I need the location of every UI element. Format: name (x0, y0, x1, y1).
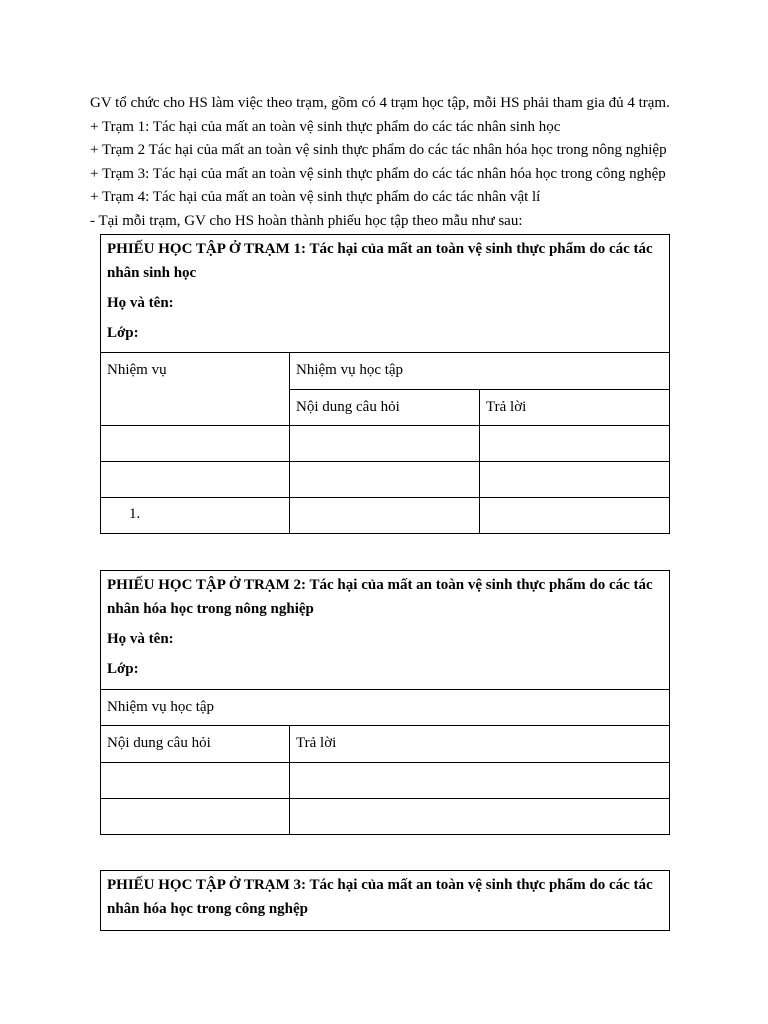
class-label: Lớp: (107, 661, 139, 677)
worksheet-title: PHIẾU HỌC TẬP Ở TRẠM 3: Tác hại của mất an toàn vệ sinh thực phẩm do các tác nhân hóa học trong công nghệp (107, 877, 653, 917)
empty-cell (290, 462, 480, 498)
numbered-cell (101, 498, 290, 534)
class-label: Lớp: (107, 325, 139, 341)
task-column-header: Nhiệm vụ (101, 353, 290, 426)
table-row (101, 763, 670, 799)
answer-column-header: Trả lời (480, 390, 670, 426)
learning-task-header: Nhiệm vụ học tập (290, 353, 670, 390)
question-column-header: Nội dung câu hỏi (290, 390, 480, 426)
empty-cell (101, 763, 290, 799)
empty-cell (480, 498, 670, 534)
empty-cell (101, 426, 290, 462)
worksheet-header (101, 571, 670, 690)
empty-cell (480, 462, 670, 498)
empty-cell (101, 462, 290, 498)
intro-text (90, 93, 710, 234)
question-column-header: Nội dung câu hỏi (101, 726, 290, 763)
intro-line: - Tại mỗi trạm, GV cho HS hoàn thành phiếu học tập theo mẫu như sau: (90, 212, 523, 229)
intro-line: + Trạm 4: Tác hại của mất an toàn vệ sinh thực phẩm do các tác nhân vật lí (90, 189, 541, 205)
table-row (101, 426, 670, 462)
intro-line: + Trạm 1: Tác hại của mất an toàn vệ sinh thực phẩm do các tác nhân sinh học (90, 118, 561, 135)
intro-line: GV tổ chức cho HS làm việc theo trạm, gồm có 4 trạm học tập, mỗi HS phải tham gia đủ 4 trạm. (90, 95, 670, 111)
empty-cell (290, 763, 670, 799)
empty-cell (290, 498, 480, 534)
row-number: 1. (129, 506, 141, 522)
worksheet-station-3 (100, 870, 670, 931)
empty-cell (101, 799, 290, 835)
empty-cell (290, 799, 670, 835)
table-row (101, 799, 670, 835)
worksheet-station-2 (100, 570, 670, 835)
worksheet-header (101, 235, 670, 353)
name-label: Họ và tên: (107, 631, 174, 647)
table-row (101, 498, 670, 534)
worksheet-title: PHIẾU HỌC TẬP Ở TRẠM 2: Tác hại của mất an toàn vệ sinh thực phẩm do các tác nhân hóa học trong nông nghiệp (107, 577, 653, 617)
answer-column-header: Trả lời (290, 726, 670, 763)
empty-cell (290, 426, 480, 462)
table-row (101, 462, 670, 498)
name-label: Họ và tên: (107, 295, 174, 311)
worksheet-title: PHIẾU HỌC TẬP Ở TRẠM 1: Tác hại của mất an toàn vệ sinh thực phẩm do các tác nhân sinh học (107, 241, 653, 281)
learning-task-header: Nhiệm vụ học tập (101, 690, 670, 726)
empty-cell (480, 426, 670, 462)
intro-line: + Trạm 2 Tác hại của mất an toàn vệ sinh thực phẩm do các tác nhân hóa học trong nông nghiệp (90, 142, 667, 158)
worksheet-station-1 (100, 234, 670, 534)
intro-line: + Trạm 3: Tác hại của mất an toàn vệ sinh thực phẩm do các tác nhân hóa học trong công nghệp (90, 165, 666, 182)
worksheet-header (101, 871, 670, 931)
